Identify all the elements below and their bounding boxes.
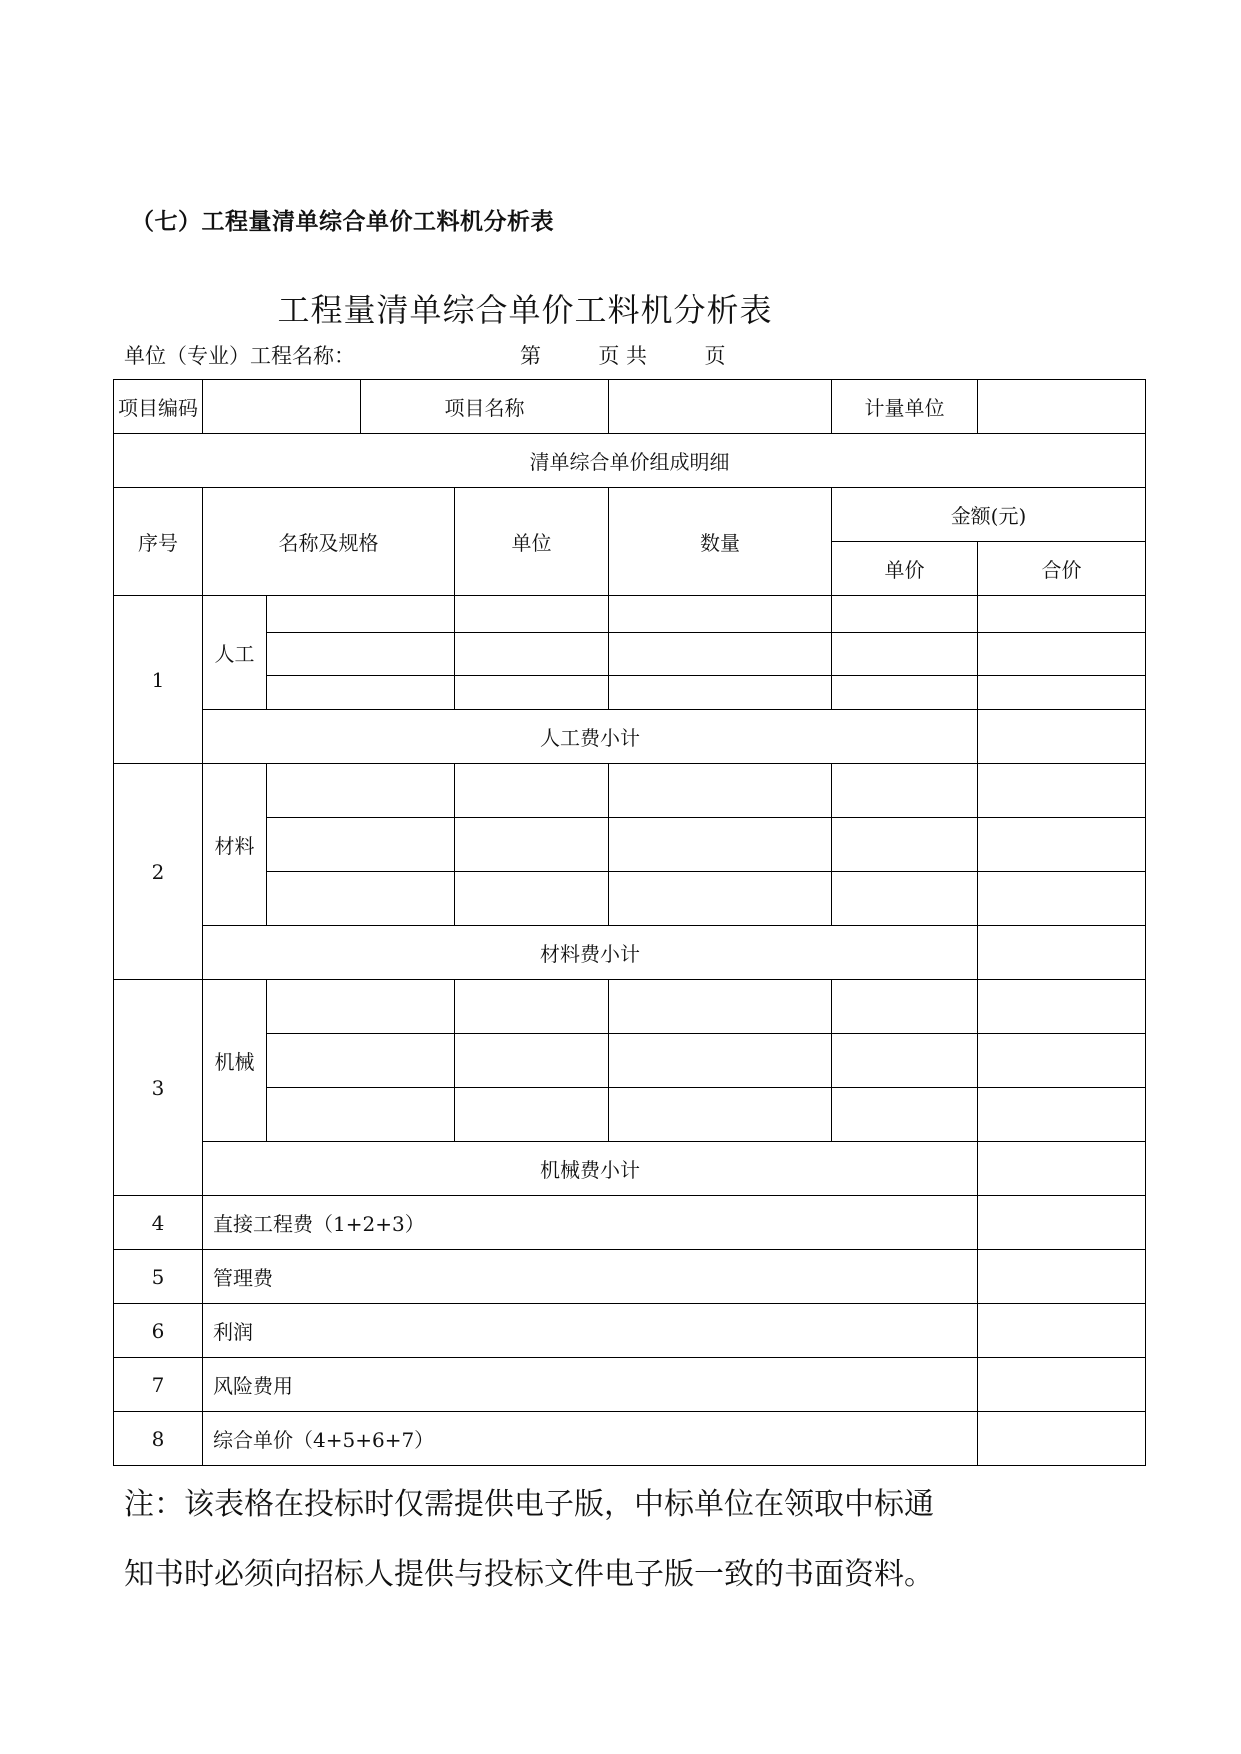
- total-price-cell[interactable]: [978, 596, 1146, 633]
- summary-label: 综合单价（4+5+6+7）: [203, 1412, 978, 1466]
- group-seq: 2: [114, 764, 203, 980]
- summary-value[interactable]: [978, 1196, 1146, 1250]
- summary-seq: 6: [114, 1304, 203, 1358]
- subtotal-value[interactable]: [978, 1142, 1146, 1196]
- group-seq: 3: [114, 980, 203, 1196]
- table-row: [114, 1034, 1146, 1088]
- quantity-cell[interactable]: [609, 1088, 832, 1142]
- summary-row: [114, 1304, 1146, 1358]
- measure-unit-value[interactable]: [978, 380, 1146, 434]
- page-first-label: 第: [520, 344, 541, 368]
- project-name-label-cell: 项目名称: [361, 380, 609, 434]
- subtotal-row: [114, 926, 1146, 980]
- unit-cell[interactable]: [455, 764, 609, 818]
- page-last-label: 页: [704, 344, 726, 368]
- summary-label: 直接工程费（1+2+3）: [203, 1196, 978, 1250]
- unit-cell[interactable]: [455, 676, 609, 710]
- quantity-cell[interactable]: [609, 872, 832, 926]
- unit-cell[interactable]: [455, 1034, 609, 1088]
- total-price-cell[interactable]: [978, 764, 1146, 818]
- summary-seq: 5: [114, 1250, 203, 1304]
- table-row: [114, 818, 1146, 872]
- summary-seq: 7: [114, 1358, 203, 1412]
- header-row: [114, 380, 1146, 434]
- project-name-label: 单位（专业）工程名称：: [124, 344, 355, 368]
- name-spec-cell[interactable]: [267, 1088, 455, 1142]
- col-name-spec: 名称及规格: [203, 488, 455, 596]
- total-price-cell[interactable]: [978, 676, 1146, 710]
- summary-row: [114, 1196, 1146, 1250]
- table-row: [114, 596, 1146, 633]
- summary-value[interactable]: [978, 1250, 1146, 1304]
- unit-cell[interactable]: [455, 818, 609, 872]
- quantity-cell[interactable]: [609, 980, 832, 1034]
- unit-price-cell[interactable]: [832, 1034, 978, 1088]
- col-unit-price: 单价: [832, 542, 978, 596]
- table-row: [114, 980, 1146, 1034]
- quantity-cell[interactable]: [609, 1034, 832, 1088]
- section-heading: （七）工程量清单综合单价工料机分析表: [131, 209, 554, 235]
- name-spec-cell[interactable]: [267, 818, 455, 872]
- summary-row: [114, 1412, 1146, 1466]
- group-label: 人工: [203, 596, 267, 710]
- summary-seq: 4: [114, 1196, 203, 1250]
- quantity-cell[interactable]: [609, 676, 832, 710]
- subtotal-value[interactable]: [978, 710, 1146, 764]
- group-seq: 1: [114, 596, 203, 764]
- name-spec-cell[interactable]: [267, 596, 455, 633]
- unit-cell[interactable]: [455, 1088, 609, 1142]
- project-code-value[interactable]: [203, 380, 361, 434]
- note-line-2: 知书时必须向招标人提供与投标文件电子版一致的书面资料。: [124, 1557, 934, 1592]
- name-spec-cell[interactable]: [267, 980, 455, 1034]
- summary-value[interactable]: [978, 1358, 1146, 1412]
- quantity-cell[interactable]: [609, 633, 832, 676]
- project-name-value[interactable]: [609, 380, 832, 434]
- note-line-1: 注：该表格在投标时仅需提供电子版，中标单位在领取中标通: [124, 1487, 934, 1522]
- page-indicator: [520, 340, 725, 370]
- total-price-cell[interactable]: [978, 1034, 1146, 1088]
- name-spec-cell[interactable]: [267, 1034, 455, 1088]
- summary-label: 利润: [203, 1304, 978, 1358]
- table-row: [114, 633, 1146, 676]
- table-row: [114, 872, 1146, 926]
- measure-unit-label: 计量单位: [832, 380, 978, 434]
- unit-price-cell[interactable]: [832, 764, 978, 818]
- project-code-label: 项目编码: [114, 380, 203, 434]
- unit-cell[interactable]: [455, 596, 609, 633]
- table-title: 工程量清单综合单价工料机分析表: [277, 291, 773, 329]
- analysis-table: [113, 379, 1146, 1466]
- summary-value[interactable]: [978, 1304, 1146, 1358]
- col-amount: 金额(元): [832, 488, 1146, 542]
- unit-price-cell[interactable]: [832, 980, 978, 1034]
- unit-price-cell[interactable]: [832, 633, 978, 676]
- subtotal-label: 材料费小计: [203, 926, 978, 980]
- name-spec-cell[interactable]: [267, 872, 455, 926]
- detail-title: 清单综合单价组成明细: [114, 434, 1146, 488]
- col-seq: 序号: [114, 488, 203, 596]
- summary-label: 风险费用: [203, 1358, 978, 1412]
- unit-cell[interactable]: [455, 980, 609, 1034]
- unit-price-cell[interactable]: [832, 676, 978, 710]
- subtotal-label: 机械费小计: [203, 1142, 978, 1196]
- summary-seq: 8: [114, 1412, 203, 1466]
- total-price-cell[interactable]: [978, 633, 1146, 676]
- unit-price-cell[interactable]: [832, 872, 978, 926]
- group-label: 机械: [203, 980, 267, 1142]
- quantity-cell[interactable]: [609, 818, 832, 872]
- name-spec-cell[interactable]: [267, 633, 455, 676]
- subtotal-row: [114, 710, 1146, 764]
- summary-label: 管理费: [203, 1250, 978, 1304]
- subtotal-value[interactable]: [978, 926, 1146, 980]
- table-row: [114, 1088, 1146, 1142]
- table-row: [114, 676, 1146, 710]
- name-spec-cell[interactable]: [267, 676, 455, 710]
- subtotal-label: 人工费小计: [203, 710, 978, 764]
- unit-cell[interactable]: [455, 633, 609, 676]
- total-price-cell[interactable]: [978, 980, 1146, 1034]
- page-mid-label: 页 共: [598, 344, 648, 368]
- quantity-cell[interactable]: [609, 764, 832, 818]
- total-price-cell[interactable]: [978, 872, 1146, 926]
- col-unit: 单位: [455, 488, 609, 596]
- quantity-cell[interactable]: [609, 596, 832, 633]
- col-quantity: 数量: [609, 488, 832, 596]
- name-spec-cell[interactable]: [267, 764, 455, 818]
- total-price-cell[interactable]: [978, 1088, 1146, 1142]
- summary-row: [114, 1250, 1146, 1304]
- summary-value[interactable]: [978, 1412, 1146, 1466]
- group-label: 材料: [203, 764, 267, 926]
- col-total-price: 合价: [978, 542, 1146, 596]
- table-row: [114, 764, 1146, 818]
- summary-row: [114, 1358, 1146, 1412]
- unit-price-cell[interactable]: [832, 596, 978, 633]
- unit-price-cell[interactable]: [832, 1088, 978, 1142]
- unit-price-cell[interactable]: [832, 818, 978, 872]
- unit-cell[interactable]: [455, 872, 609, 926]
- total-price-cell[interactable]: [978, 818, 1146, 872]
- subtotal-row: [114, 1142, 1146, 1196]
